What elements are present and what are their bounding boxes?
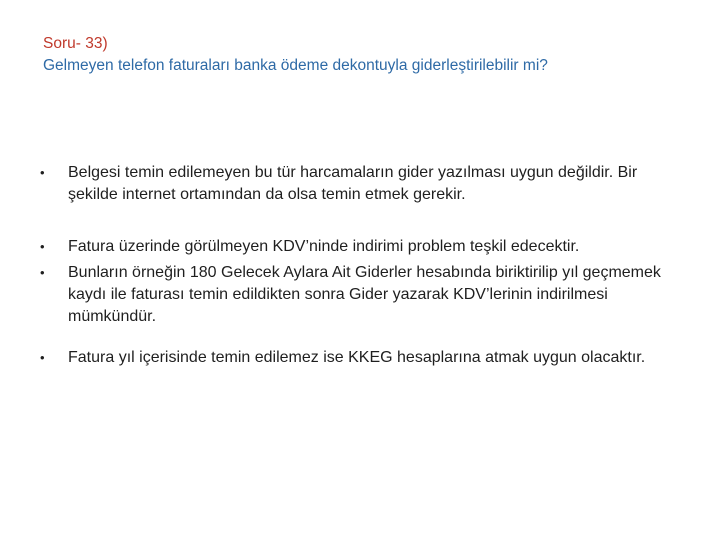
bullet-item — [40, 236, 680, 258]
bullet-dot-icon: • — [40, 239, 45, 254]
bullet-text: Fatura yıl içerisinde temin edilemez ise KKEG hesaplarına atmak uygun olacaktır. — [68, 349, 646, 366]
bullet-dot-icon: • — [40, 265, 45, 280]
question-text: Gelmeyen telefon faturaları banka ödeme dekontuyla giderleştirilebilir mi? — [43, 57, 548, 74]
bullet-text: Bunların örneğin 180 Gelecek Aylara Ait Giderler hesabında biriktirilip yıl geçmemek kaydı ile faturası temin edildikten sonra Gider yazarak KDV’lerinin indirilmesi mümkündür. — [68, 264, 661, 325]
bullet-dot-icon: • — [40, 350, 45, 365]
bullet-item — [40, 162, 680, 206]
question-number: Soru- 33) — [43, 35, 108, 52]
slide-title — [43, 33, 683, 77]
bullet-item — [40, 262, 680, 328]
bullet-text: Belgesi temin edilemeyen bu tür harcamaların gider yazılması uygun değildir. Bir şekilde internet ortamından da olsa temin etmek gerekir. — [68, 164, 638, 203]
bullet-text: Fatura üzerinde görülmeyen KDV’ninde indirimi problem teşkil edecektir. — [68, 238, 580, 255]
bullet-dot-icon: • — [40, 165, 45, 180]
bullet-item — [40, 347, 680, 369]
